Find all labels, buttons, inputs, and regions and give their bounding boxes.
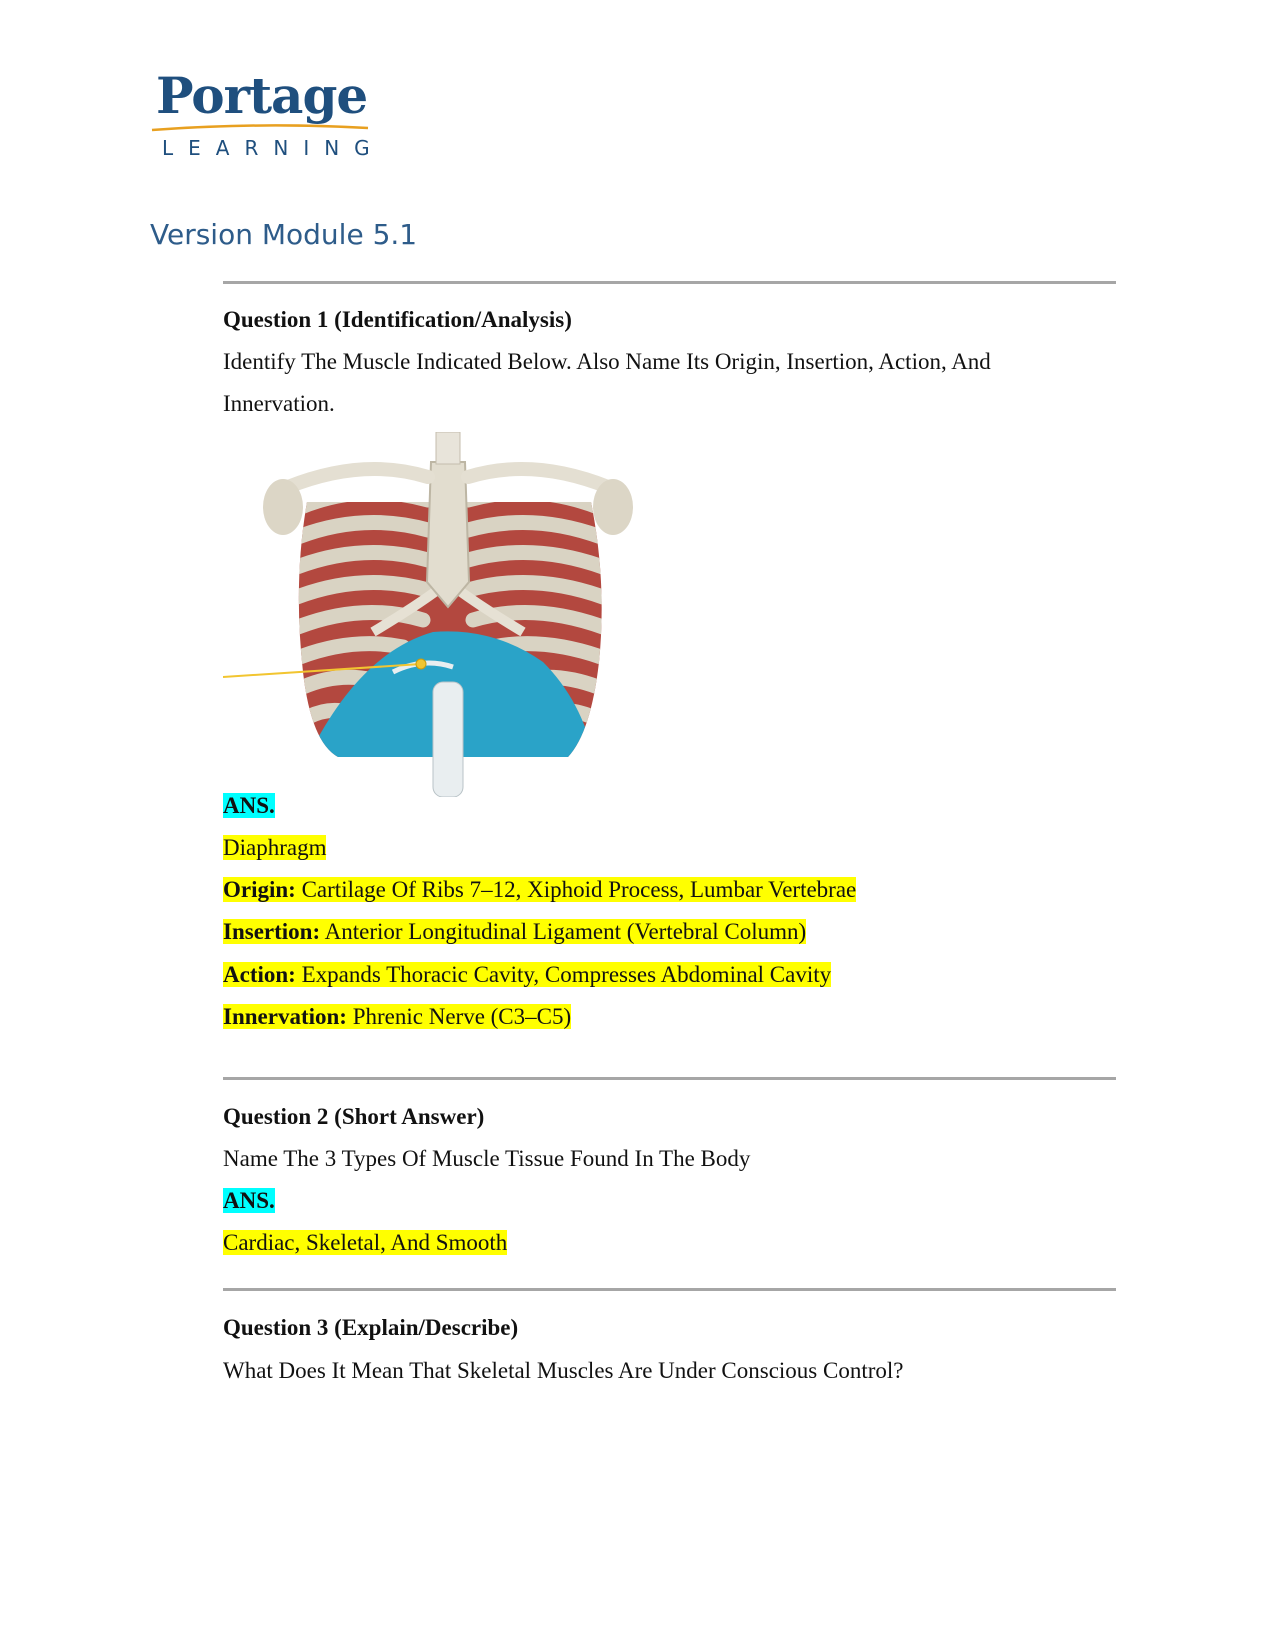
question-2-title: Question 2 (Short Answer) (223, 1104, 485, 1129)
question-2-answer: Cardiac, Skeletal, And Smooth (223, 1230, 508, 1255)
logo-wordmark: Portage (156, 66, 368, 125)
question-1-action: Action: Expands Thoracic Cavity, Compresses Abdominal Cavity (223, 962, 832, 987)
divider (223, 1288, 1116, 1291)
portage-learning-logo (150, 66, 385, 160)
logo-subtitle: LEARNING (162, 136, 385, 160)
question-2-prompt: Name The 3 Types Of Muscle Tissue Found In The Body (223, 1146, 751, 1171)
question-2-ans-label: ANS. (223, 1188, 275, 1213)
question-1-ans-label: ANS. (223, 793, 275, 818)
divider (223, 281, 1116, 284)
divider (223, 1077, 1116, 1080)
question-1-origin: Origin: Cartilage Of Ribs 7–12, Xiphoid Process, Lumbar Vertebrae (223, 877, 857, 902)
version-title: Version Module 5.1 (150, 218, 418, 251)
question-1-prompt: Identify The Muscle Indicated Below. Also Name Its Origin, Insertion, Action, And (223, 349, 991, 374)
question-1-innervation: Innervation: Phrenic Nerve (C3–C5) (223, 1004, 572, 1029)
question-3-prompt: What Does It Mean That Skeletal Muscles Are Under Conscious Control? (223, 1358, 904, 1383)
question-3-title: Question 3 (Explain/Describe) (223, 1315, 519, 1340)
question-1-prompt-cont: Innervation. (223, 391, 335, 416)
question-1-insertion: Insertion: Anterior Longitudinal Ligament (Vertebral Column) (223, 919, 807, 944)
diaphragm-anatomy-figure (223, 432, 640, 797)
logo-swoosh-icon (150, 122, 370, 136)
question-1-answer: Diaphragm (223, 835, 327, 860)
question-1-title: Question 1 (Identification/Analysis) (223, 307, 572, 332)
